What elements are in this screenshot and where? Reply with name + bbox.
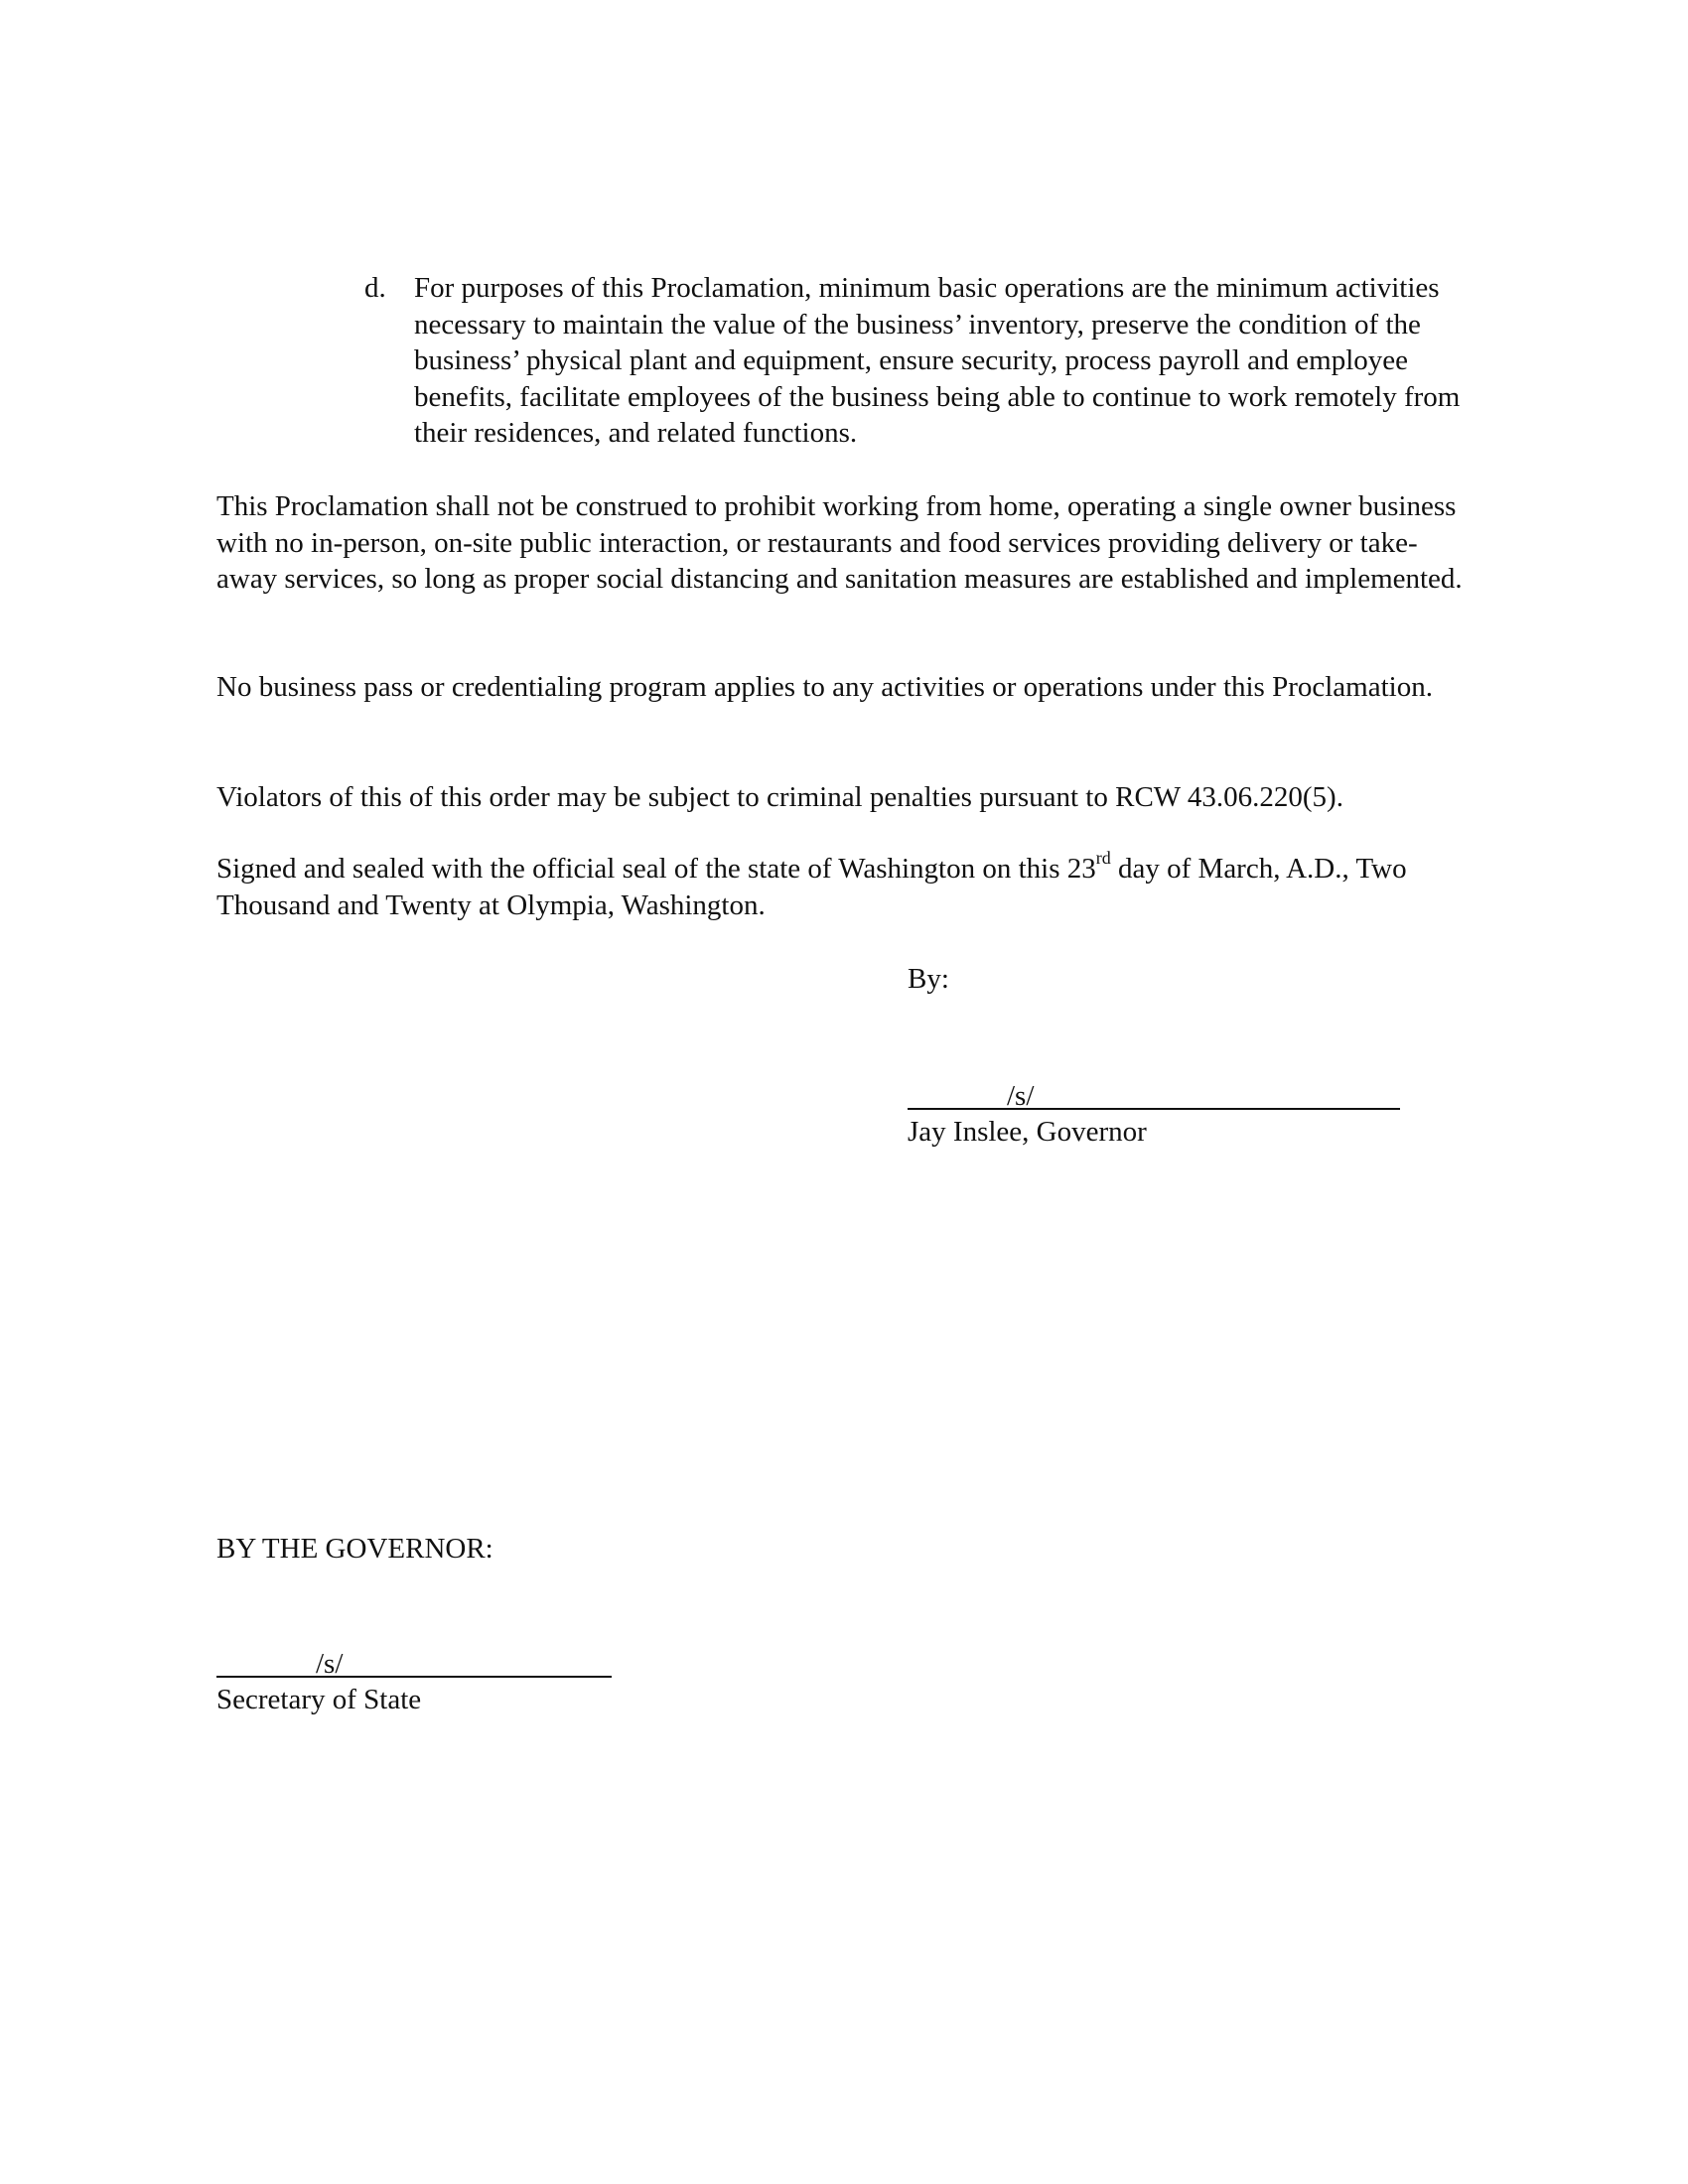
paragraph-violators: Violators of this of this order may be subject to criminal penalties pursuant to RCW 43.06.220(5). [216, 781, 1343, 813]
secretary-signature-mark: /s/ [316, 1647, 344, 1680]
signed-text-start: Signed and sealed with the official seal of the state of Washington on this 23 [216, 853, 1096, 885]
governor-signature-mark: /s/ [1007, 1079, 1035, 1112]
list-marker: d. [364, 272, 386, 304]
governor-signature-line [908, 1074, 1400, 1110]
signed-text-end: day of March, A.D., Two Thousand and Twenty at Olympia, Washington. [216, 853, 1407, 921]
by-the-governor-heading: BY THE GOVERNOR: [216, 1533, 493, 1565]
paragraph-business-pass: No business pass or credentialing program applies to any activities or operations under this Proclamation. [216, 671, 1433, 703]
list-item-text: For purposes of this Proclamation, minimum basic operations are the minimum activities necessary to maintain the value of the business’ inventory, preserve the condition of the business’ physical plant and equipment, ensure security, process payroll and employee benefits, facilitate employees of the business being able to continue to work remotely from their residences, and related functions. [414, 272, 1461, 449]
by-label: By: [908, 963, 949, 995]
list-item-d [364, 270, 1467, 452]
governor-name: Jay Inslee, Governor [908, 1116, 1147, 1148]
secretary-signature-line [216, 1642, 612, 1678]
secretary-title: Secretary of State [216, 1684, 422, 1715]
paragraph-construal: This Proclamation shall not be construed to prohibit working from home, operating a single owner business with no in-person, on-site public interaction, or restaurants and food services providing delivery or take-away services, so long as proper social distancing and sanitation measures are established and implemented. [216, 490, 1463, 595]
ordinal-suffix: rd [1095, 848, 1111, 869]
paragraph-signed-sealed [216, 848, 1468, 923]
